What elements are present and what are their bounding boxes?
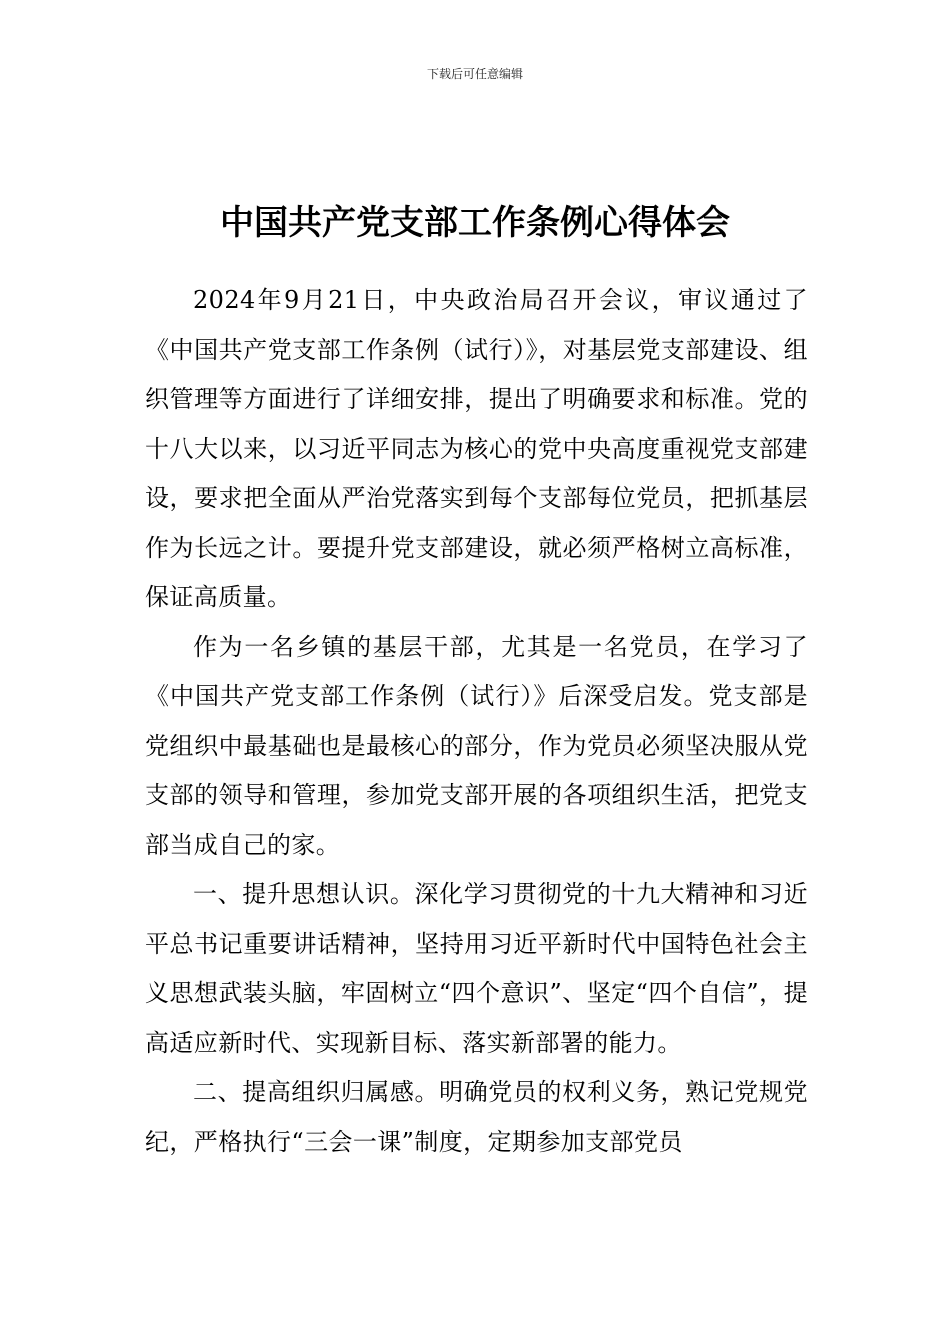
- header-note: 下载后可任意编辑: [426, 67, 523, 81]
- paragraph-2: 作为一名乡镇的基层干部，尤其是一名党员，在学习了《中国共产党支部工作条例（试行）》后深受启发。党支部是党组织中最基础也是最核心的部分，作为党员必须坚决服从党支部的领导和管理，参加党支部开展的各项组织生活，把党支部当成自己的家。: [145, 632, 808, 859]
- document-title: 中国共产党支部工作条例心得体会: [220, 202, 730, 243]
- paragraph-4: 二、提高组织归属感。明确党员的权利义务，熟记党规党纪，严格执行“三会一课”制度，定期参加支部党员: [145, 1078, 808, 1156]
- document-body: [145, 276, 808, 1167]
- paragraph-1: 2024年9月21日，中央政治局召开会议，审议通过了《中国共产党支部工作条例（试行）》，对基层党支部建设、组织管理等方面进行了详细安排，提出了明确要求和标准。党的十八大以来，以习近平同志为核心的党中央高度重视党支部建设，要求把全面从严治党落实到每个支部每位党员，把抓基层作为长远之计。要提升党支部建设，就必须严格树立高标准，保证高质量。: [145, 286, 808, 611]
- paragraph-3: 一、提升思想认识。深化学习贯彻党的十九大精神和习近平总书记重要讲话精神，坚持用习近平新时代中国特色社会主义思想武装头脑，牢固树立“四个意识”、坚定“四个自信”，提高适应新时代、实现新目标、落实新部署的能力。: [145, 880, 808, 1057]
